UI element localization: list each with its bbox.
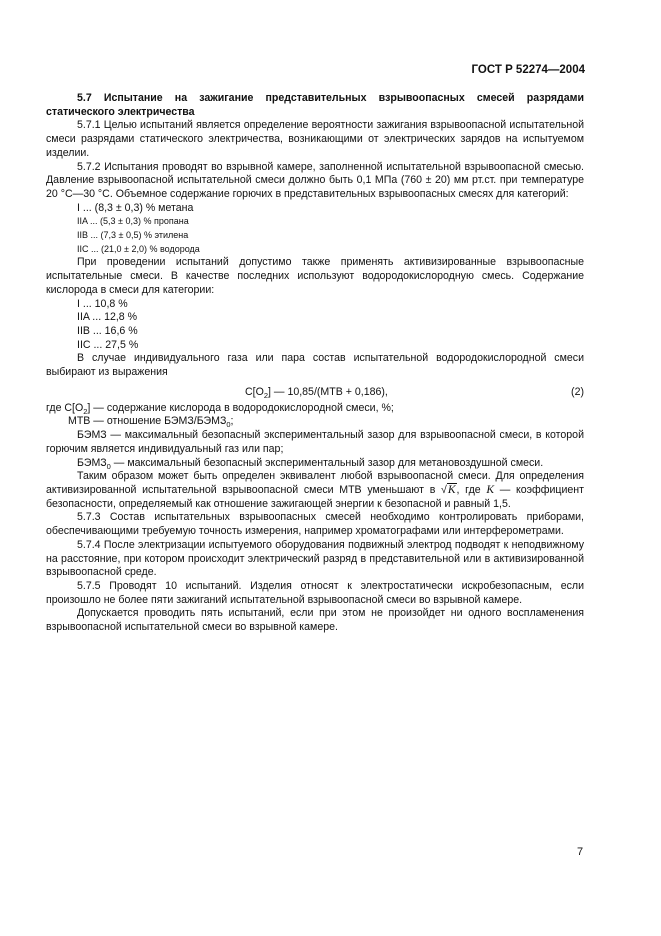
list-item: IIC ... 27,5 % [77, 338, 139, 351]
sqrt-symbol: √ [441, 483, 447, 496]
paragraph-5-7-2: 5.7.2 Испытания проводят во взрывной камере, заполненной испытательной взрывоопасной смесью. Давление взрывоопасной испытательной смеси должно быть 0,1 МПа (760 ± 20) мм рт.ст. при температуре 20 °С—30 °С. Объемное содержание горючих в представительных взрывоопасных смесях для категорий: [46, 160, 584, 200]
formula-expression: $C[O_2]$ — 10,85/(МТВ + 0,186), [245, 385, 388, 400]
formula-2 [46, 383, 584, 402]
paragraph-5-7-4: 5.7.4 После электризации испытуемого оборудования подвижный электрод подводят к неподвижному на расстояние, при котором происходит электрический разряд в представительной или в активизированной взрывоопасной среде. [46, 538, 584, 579]
paragraph-oxygen: При проведении испытаний допустимо также применять активизированные взрывоопасные испытательные смеси. В качестве последних используют водородокислородную смесь. Содержание кислорода в смеси для категории: [46, 256, 584, 296]
section-title: 5.7 Испытание на зажигание представительных взрывоопасных смесей разрядами статического электричества [46, 92, 584, 118]
paragraph-individual-gas: В случае индивидуального газа или пара состав испытательной водородокислородной смеси выбирают из выражения [46, 352, 584, 379]
page-number: 7 [577, 846, 584, 858]
list-item: I ... 10,8 % [77, 297, 128, 310]
list-item: IIB ... 16,6 % [77, 324, 138, 337]
where-line-1: где $C[O_2]$ — содержание кислорода в водородокислородной смеси, %; [46, 401, 394, 416]
gas-category-list [46, 202, 584, 257]
paragraph-allowance: Допускается проводить пять испытаний, если при этом не произойдет ни одного воспламенения взрывоопасной испытательной смеси во взрывной камере. [46, 607, 584, 634]
paragraph-5-7-1: 5.7.1 Целью испытаний является определение вероятности зажигания взрывоопасной испытательной смеси разрядами статического электричества, возникающими от электрических зарядов на испытуемом изделии. [46, 119, 584, 159]
list-item: IIA ... 12,8 % [77, 311, 138, 324]
where-line-2: МТВ — отношение БЭМЗ/$БЭМЗ_0$; [68, 415, 234, 430]
list-item: IIC ... (21,0 ± 2,0) % водорода [77, 243, 200, 254]
formula-number: (2) [571, 385, 584, 398]
paragraph-5-7-3: 5.7.3 Состав испытательных взрывоопасных смесей необходимо контролировать приборами, обеспечивающими требуемую точность измерения, например хроматографами или интерферометрами. [46, 511, 584, 538]
where-line-4: $БЭМЗ_0$ — максимальный безопасный экспериментальный зазор для метановоздушной смеси. [77, 456, 544, 471]
paragraph-equivalent: Таким образом может быть определен эквивалент любой взрывоопасной смеси. Для определения активизированной испытательной взрывоопасной смеси МТВ уменьшают в √K, где K — коэффициент безопасности, определяемый как отношение зажигающей энергии к безопасной и равный 1,5. [46, 470, 584, 510]
list-item: IIB ... (7,3 ± 0,5) % этилена [77, 230, 189, 241]
where-line-3: БЭМЗ — максимальный безопасный экспериментальный зазор для взрывоопасной смеси, в которой горючим является индивидуальный газ или пар; [46, 429, 584, 455]
list-item: I ... (8,3 ± 0,3) % метана [77, 201, 194, 214]
oxygen-category-list [46, 298, 584, 353]
standard-code: ГОСТ Р 52274—2004 [471, 64, 585, 76]
list-item: IIA ... (5,3 ± 0,3) % пропана [77, 216, 189, 227]
document-body [46, 92, 584, 635]
paragraph-5-7-5: 5.7.5 Проводят 10 испытаний. Изделия относят к электростатически искробезопасным, если произошло не более пяти зажиганий испытательной взрывоопасной смеси во взрывной камере. [46, 579, 584, 606]
